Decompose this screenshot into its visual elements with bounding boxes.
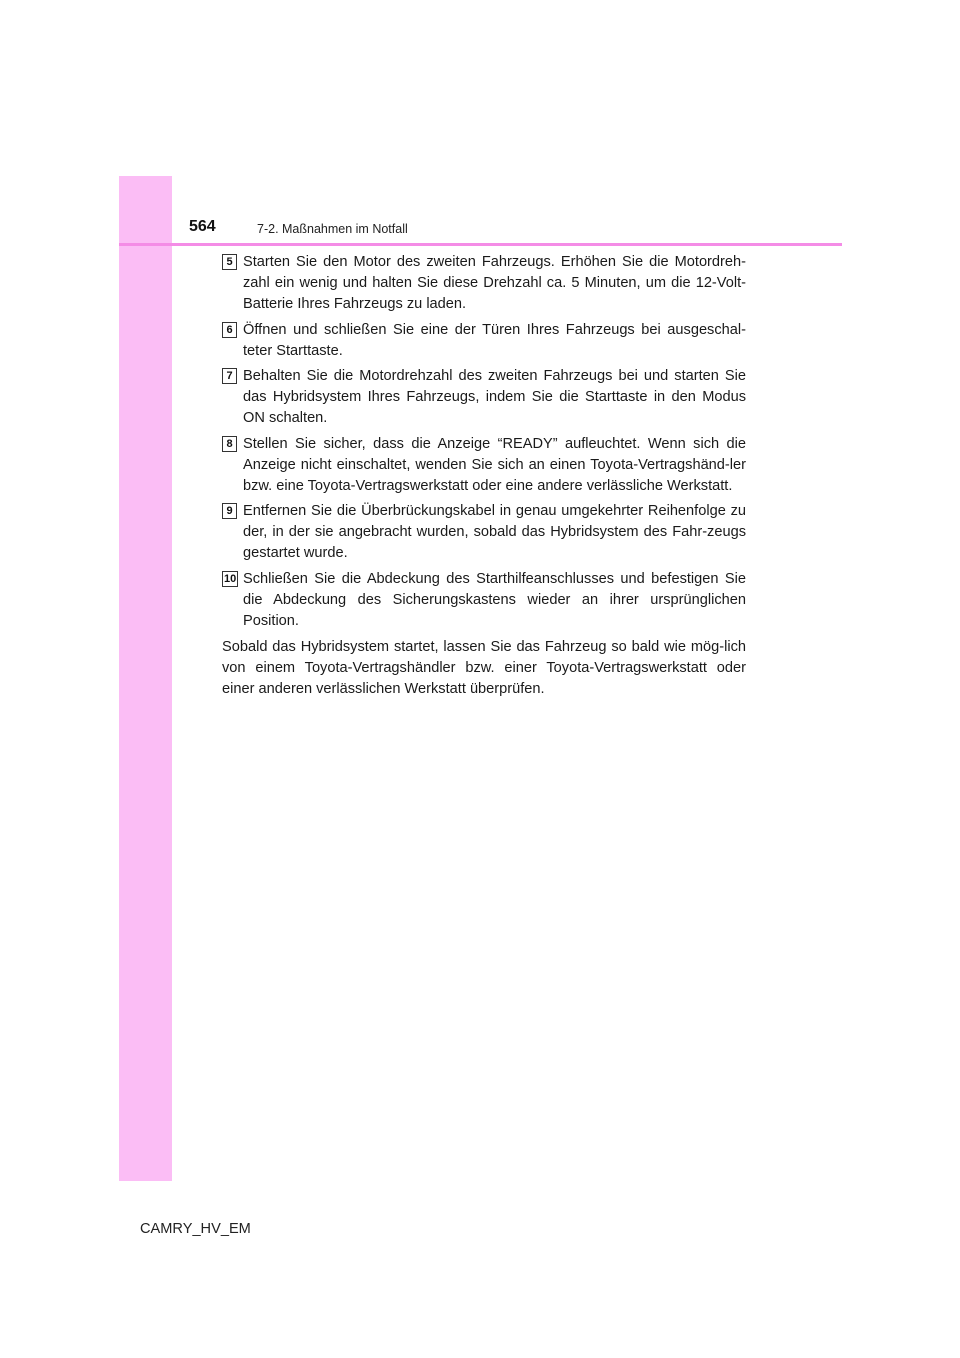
header-band (119, 176, 172, 246)
side-band (119, 176, 172, 1181)
step-text: Behalten Sie die Motordrehzahl des zweiten Fahrzeugs bei und starten Sie das Hybridsystem Ihres Fahrzeugs, indem Sie die Starttaste in den Modus ON schalten. (243, 368, 746, 426)
step-5 (222, 252, 746, 315)
section-title: 7-2. Maßnahmen im Notfall (257, 222, 408, 236)
step-text: Schließen Sie die Abdeckung des Starthilfeanschlusses und befestigen Sie die Abdeckung des Sicherungskastens wieder an ihrer ursprünglichen Position. (243, 570, 746, 629)
page-header (119, 176, 842, 246)
step-text: Starten Sie den Motor des zweiten Fahrzeugs. Erhöhen Sie die Motordreh-zahl ein wenig und halten Sie diese Drehzahl ca. 5 Minuten, um die 12-Volt-Batterie Ihres Fahrzeugs zu laden. (243, 254, 746, 312)
step-number-badge: 8 (222, 436, 237, 452)
summary-paragraph: Sobald das Hybridsystem startet, lassen Sie das Fahrzeug so bald wie mög-lich von einem Toyota-Vertragshändler bzw. einer Toyota-Vertragswerkstatt oder einer anderen verlässlichen Werkstatt überprüfen. (222, 638, 746, 697)
step-text: Entfernen Sie die Überbrückungskabel in genau umgekehrter Reihenfolge zu der, in der sie angebracht wurden, sobald das Hybridsystem des Fahr-zeugs gestartet wurde. (243, 503, 746, 561)
step-6 (222, 320, 746, 362)
document-code: CAMRY_HV_EM (140, 1221, 251, 1237)
step-8 (222, 434, 746, 497)
step-10 (222, 569, 746, 632)
header-rule (119, 243, 842, 246)
instruction-content (222, 252, 746, 700)
step-number-badge: 5 (222, 254, 237, 270)
step-number-badge: 7 (222, 368, 237, 384)
step-text: Stellen Sie sicher, dass die Anzeige “READY” aufleuchtet. Wenn sich die Anzeige nicht einschaltet, wenden Sie sich an einen Toyota-Vertragshänd-ler bzw. eine Toyota-Vertragswerkstatt oder eine andere verlässliche Werkstatt. (243, 435, 746, 494)
step-text: Öffnen und schließen Sie eine der Türen Ihres Fahrzeugs bei ausgeschal-teter Starttaste. (243, 321, 746, 359)
step-9 (222, 501, 746, 564)
page-number: 564 (189, 218, 216, 235)
step-number-badge: 6 (222, 322, 237, 338)
step-7 (222, 366, 746, 429)
step-number-badge: 10 (224, 572, 237, 585)
step-number-badge: 9 (222, 503, 237, 519)
